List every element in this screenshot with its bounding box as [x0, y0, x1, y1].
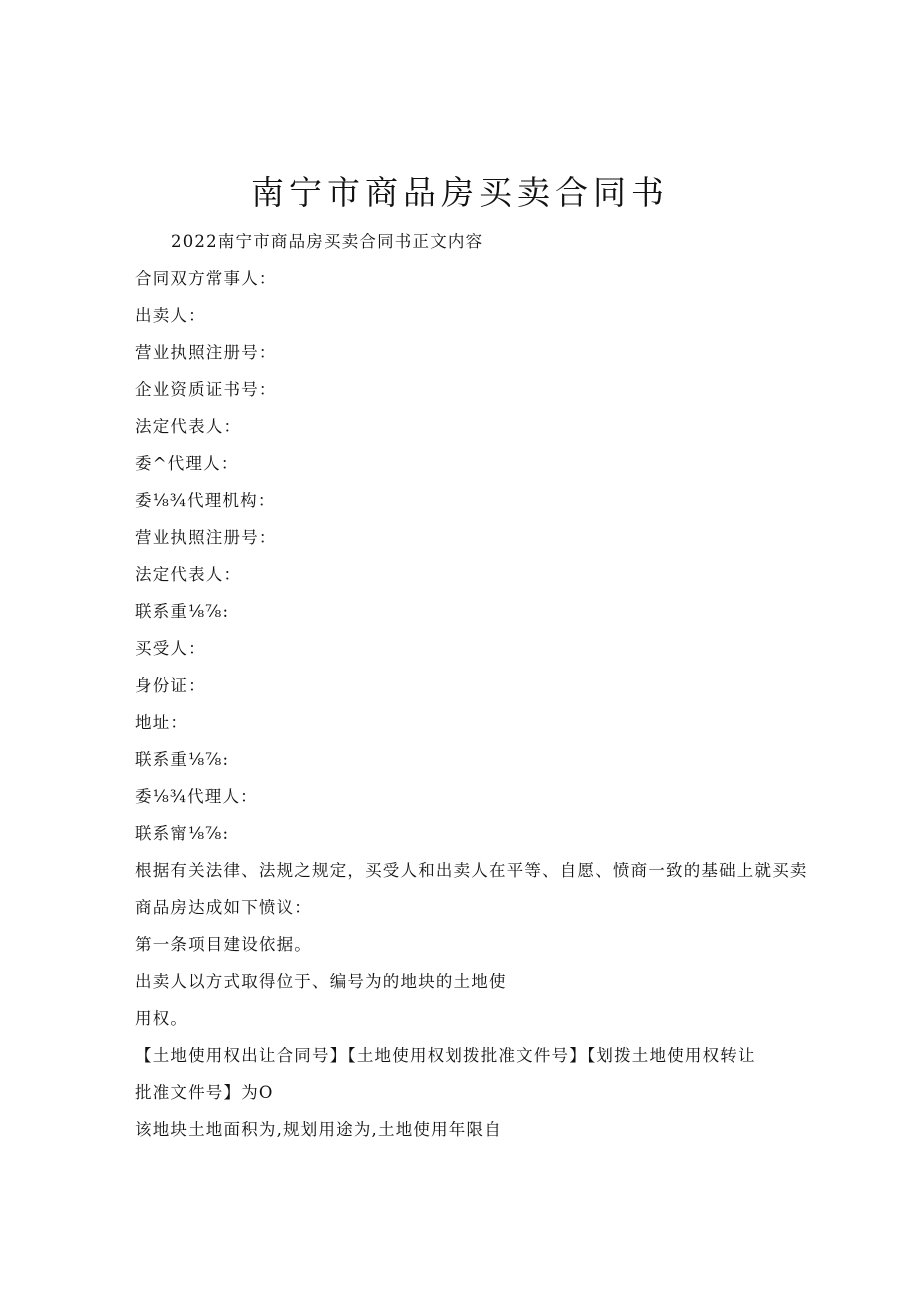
body-line-seller-license: 营业执照注册号：: [135, 343, 277, 362]
body-line-land-docs-2: 批准文件号】为O: [135, 1083, 274, 1102]
body-line-buyer: 买受人：: [135, 639, 206, 658]
body-line-buyer-phone: 联系重⅛⅞:: [135, 750, 230, 769]
body-line-seller: 出卖人：: [135, 306, 206, 325]
body-line-land-1: 出卖人以方式取得位于、编号为的地块的土地使: [135, 972, 507, 991]
body-line-seller-qualification: 企业资质证书号：: [135, 380, 277, 399]
body-line-agency-license: 营业执照注册号：: [135, 528, 277, 547]
document-title: 南宁市商品房买卖合同书: [251, 173, 669, 213]
body-line-agency-phone: 联系重⅛⅞:: [135, 602, 230, 621]
document-body: [135, 228, 808, 1153]
body-line-subtitle: 2022南宁市商品房买卖合同书正文内容: [171, 232, 484, 251]
body-line-seller-legal-rep: 法定代表人：: [135, 417, 242, 436]
body-line-agency: 委⅛¾代理机构：: [135, 491, 276, 510]
body-line-buyer-agent: 委⅛¾代理人：: [135, 787, 258, 806]
body-line-buyer-address: 地址：: [135, 713, 189, 732]
body-line-preamble-1: 根据有关法律、法规之规定，买受人和出卖人在平等、自愿、愤商一致的基础上就买卖: [135, 861, 808, 880]
body-line-parties: 合同双方常事人：: [135, 269, 277, 288]
body-line-seller-agent: 委^代理人：: [135, 454, 239, 473]
body-line-land-2: 用权。: [135, 1009, 189, 1028]
body-line-article-1: 第一条项目建设依据。: [135, 935, 312, 954]
body-line-preamble-2: 商品房达成如下愤议：: [135, 898, 312, 917]
body-line-buyer-id: 身份证：: [135, 676, 206, 695]
body-line-land-area: 该地块土地面积为,规划用途为,土地使用年限自: [135, 1120, 502, 1139]
body-line-agency-legal-rep: 法定代表人：: [135, 565, 242, 584]
body-line-land-docs-1: 【土地使用权出让合同号】【土地使用权划拨批准文件号】【划拨土地使用权转让: [135, 1046, 756, 1065]
body-line-buyer-agent-phone: 联系甯⅛⅞:: [135, 824, 230, 843]
